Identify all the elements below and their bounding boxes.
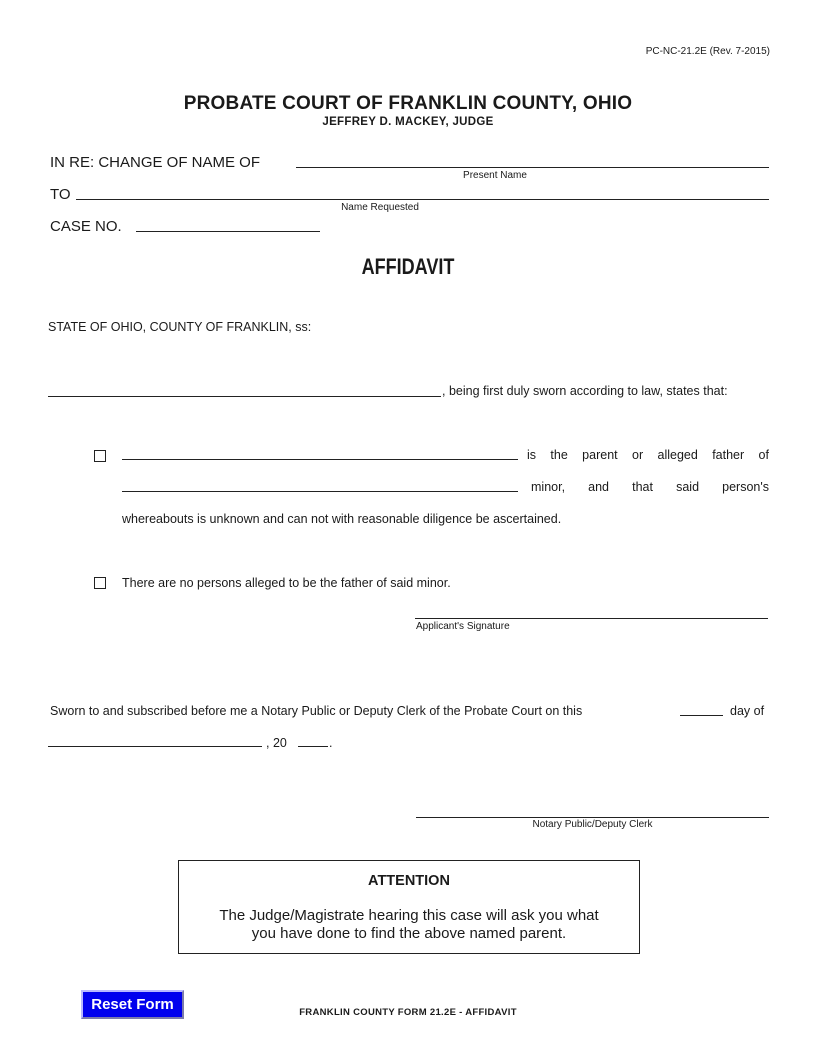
attention-box (178, 860, 640, 954)
case-no-field[interactable] (136, 231, 320, 232)
notary-signature-field[interactable] (416, 817, 769, 818)
option1-checkbox[interactable] (94, 450, 106, 462)
year-prefix: , 20 (266, 736, 287, 750)
month-field[interactable] (48, 746, 262, 747)
notary-caption: Notary Public/Deputy Clerk (532, 819, 653, 830)
applicant-signature-caption: Applicant's Signature (416, 621, 510, 632)
name-requested-caption: Name Requested (341, 202, 419, 213)
option2-text: There are no persons alleged to be the father of said minor. (122, 576, 451, 590)
attention-heading: ATTENTION (368, 873, 450, 889)
attention-line-1: The Judge/Magistrate hearing this case will ask you what (219, 907, 599, 924)
document-title: AFFIDAVIT (361, 254, 455, 279)
year-field[interactable] (298, 746, 328, 747)
minor-name-field[interactable] (122, 491, 518, 492)
form-id: PC-NC-21.2E (Rev. 7-2015) (645, 46, 770, 57)
to-label: TO (50, 186, 71, 203)
venue: STATE OF OHIO, COUNTY OF FRANKLIN, ss: (48, 320, 312, 334)
present-name-caption: Present Name (463, 170, 527, 181)
option2-checkbox[interactable] (94, 577, 106, 589)
applicant-signature-field[interactable] (415, 618, 768, 619)
name-requested-field[interactable] (76, 199, 769, 200)
option1-text-c: whereabouts is unknown and can not with reasonable diligence be ascertained. (122, 512, 562, 526)
sworn-text: , being first duly sworn according to law, states that: (442, 384, 728, 398)
attention-line-2: you have done to find the above named parent. (251, 925, 567, 942)
in-re-label: IN RE: CHANGE OF NAME OF (50, 154, 261, 171)
option1-text-b: minor, and that said person's (531, 480, 769, 494)
court-name: PROBATE COURT OF FRANKLIN COUNTY, OHIO (183, 93, 633, 114)
form-footer: FRANKLIN COUNTY FORM 21.2E - AFFIDAVIT (299, 1007, 517, 1018)
judge-name: JEFFREY D. MACKEY, JUDGE (322, 116, 494, 128)
jurat-text: Sworn to and subscribed before me a Notary Public or Deputy Clerk of the Probate Court on this (50, 704, 583, 718)
day-of-text: day of (730, 704, 765, 718)
reset-form-button[interactable]: Reset Form (81, 990, 184, 1019)
day-field[interactable] (680, 715, 723, 716)
parent-name-field[interactable] (122, 459, 518, 460)
affiant-name-field[interactable] (48, 396, 441, 397)
case-no-label: CASE NO. (50, 218, 122, 235)
option1-text-a: is the parent or alleged father of (527, 448, 769, 462)
present-name-field[interactable] (296, 167, 769, 168)
jurat-period: . (329, 736, 333, 750)
attention-body (179, 907, 639, 943)
